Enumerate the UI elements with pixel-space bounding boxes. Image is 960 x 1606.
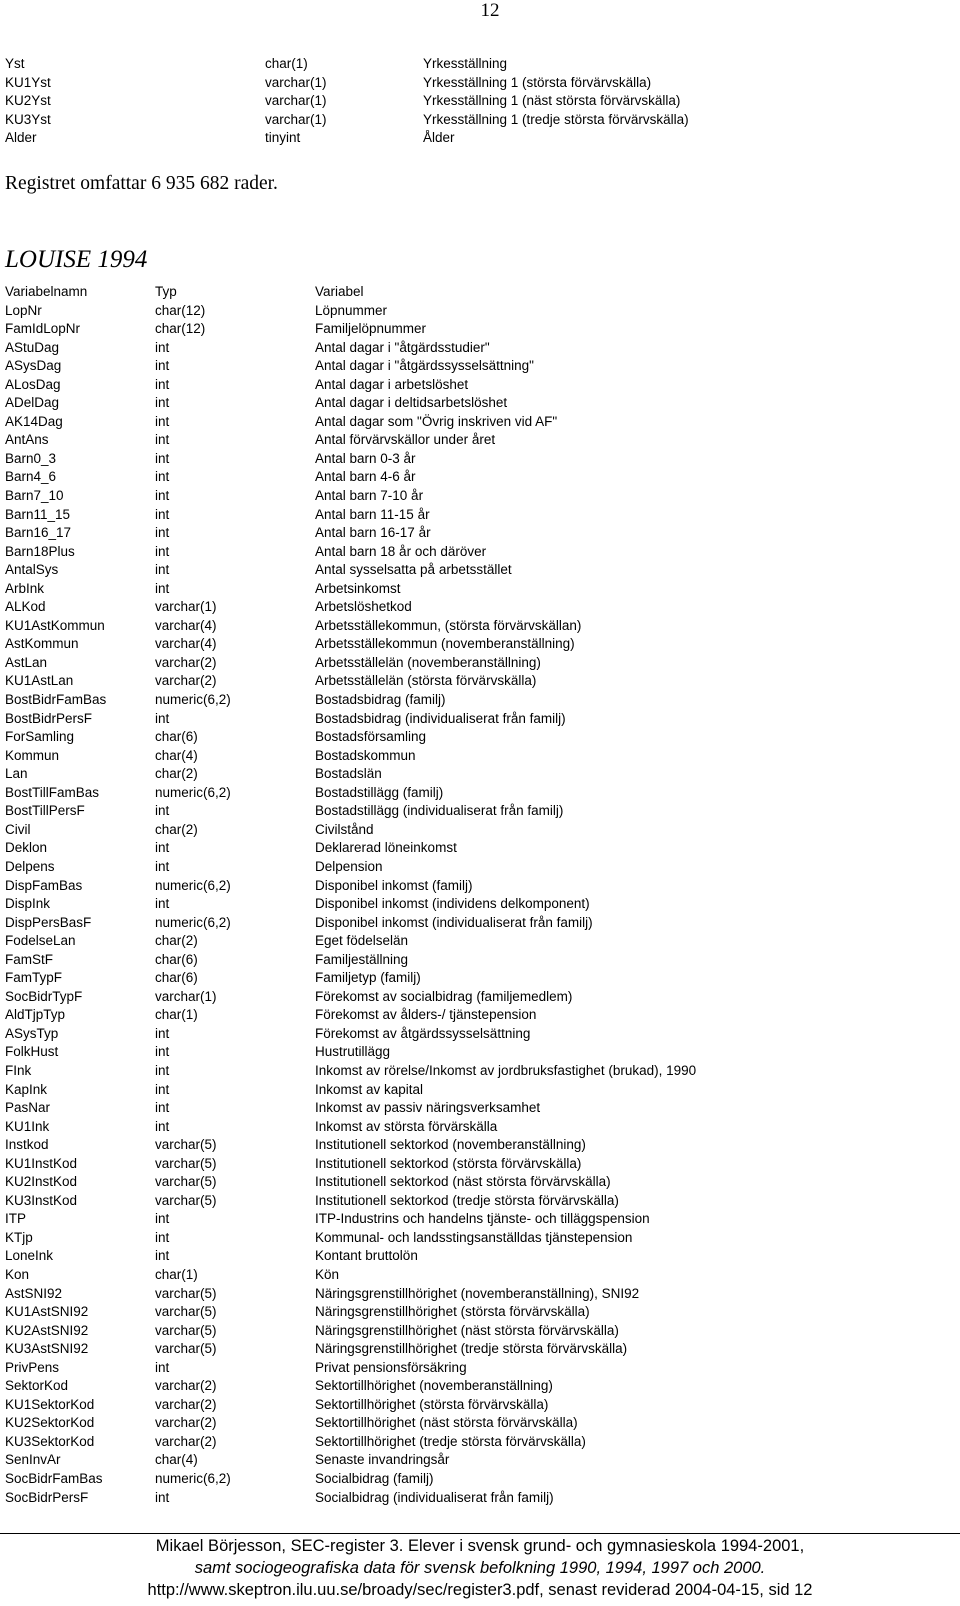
cell-variable-name: Kommun bbox=[5, 747, 60, 763]
cell-type: char(4) bbox=[155, 747, 198, 763]
cell-description: Antal barn 0-3 år bbox=[315, 450, 416, 466]
cell-variable-name: Barn7_10 bbox=[5, 488, 64, 504]
cell-variable-name: PrivPens bbox=[5, 1359, 60, 1375]
cell-description: Arbetslöshetkod bbox=[315, 599, 412, 615]
cell-description: Institutionell sektorkod (tredje största förvärvskälla) bbox=[315, 1192, 619, 1208]
cell-description: Socialbidrag (individualiserat från familj) bbox=[315, 1489, 554, 1505]
cell-description: Bostadstillägg (familj) bbox=[315, 784, 444, 800]
cell-description: Yrkesställning 1 (näst största förvärvskälla) bbox=[423, 93, 681, 109]
cell-variable-name: SenInvAr bbox=[5, 1452, 61, 1468]
cell-type: int bbox=[155, 543, 170, 559]
cell-description: Sektortillhörighet (näst största förvärvskälla) bbox=[315, 1415, 578, 1431]
cell-variable-name: ALosDag bbox=[5, 376, 61, 392]
cell-variable-name: KU1Ink bbox=[5, 1118, 50, 1134]
cell-type: char(1) bbox=[155, 1266, 198, 1282]
cell-variable-name: KU1Yst bbox=[5, 74, 51, 90]
cell-type: int bbox=[155, 339, 170, 355]
cell-type: int bbox=[155, 710, 170, 726]
cell-type: char(6) bbox=[155, 729, 198, 745]
cell-type: int bbox=[155, 1229, 170, 1245]
cell-type: varchar(2) bbox=[155, 1415, 217, 1431]
cell-description: Sektortillhörighet (största förvärvskälla) bbox=[315, 1396, 549, 1412]
cell-type: int bbox=[155, 488, 170, 504]
cell-description: Familjeställning bbox=[315, 951, 409, 967]
cell-variable-name: FamTypF bbox=[5, 970, 63, 986]
cell-variable-name: ForSamling bbox=[5, 729, 75, 745]
cell-variable-name: AldTjpTyp bbox=[5, 1007, 66, 1023]
cell-variable-name: KU2InstKod bbox=[5, 1174, 78, 1190]
cell-description: Antal dagar i "åtgärdssysselsättning" bbox=[315, 358, 534, 374]
cell-description: Delpension bbox=[315, 858, 383, 874]
cell-description: Arbetsställelän (största förvärvskälla) bbox=[315, 673, 537, 689]
cell-variable-name: SocBidrTypF bbox=[5, 988, 83, 1004]
cell-type: varchar(5) bbox=[155, 1137, 217, 1153]
cell-type: int bbox=[155, 376, 170, 392]
cell-type: int bbox=[155, 1118, 170, 1134]
cell-type: int bbox=[155, 1025, 170, 1041]
page-footer bbox=[0, 1535, 960, 1601]
cell-type: varchar(2) bbox=[155, 654, 217, 670]
cell-variable-name: Barn11_15 bbox=[5, 506, 71, 522]
cell-variable-name: BostBidrPersF bbox=[5, 710, 93, 726]
cell-variable-name: AStuDag bbox=[5, 339, 60, 355]
cell-description: Eget födelselän bbox=[315, 933, 409, 949]
cell-variable-name: AK14Dag bbox=[5, 413, 63, 429]
cell-description: Arbetsställelän (novemberanställning) bbox=[315, 654, 541, 670]
cell-description: Näringsgrenstillhörighet (största förvärvskälla) bbox=[315, 1304, 590, 1320]
cell-type: int bbox=[155, 1081, 170, 1097]
cell-type: numeric(6,2) bbox=[155, 914, 231, 930]
cell-type: char(12) bbox=[155, 302, 206, 318]
cell-description: Disponibel inkomst (individens delkomponent) bbox=[315, 896, 590, 912]
cell-variable-name: KU2AstSNI92 bbox=[5, 1322, 89, 1338]
footer-subtitle-line: samt sociogeografiska data för svensk befolkning 1990, 1994, 1997 och 2000. bbox=[194, 1559, 766, 1577]
cell-description: Inkomst av kapital bbox=[315, 1081, 424, 1097]
cell-type: varchar(2) bbox=[155, 673, 217, 689]
cell-variable-name: KU1InstKod bbox=[5, 1155, 78, 1171]
cell-variable-name: KU2Yst bbox=[5, 93, 51, 109]
cell-description: Senaste invandringsår bbox=[315, 1452, 450, 1468]
cell-variable-name: FamStF bbox=[5, 951, 54, 967]
cell-description: Familjelöpnummer bbox=[315, 321, 427, 337]
cell-description: Privat pensionsförsäkring bbox=[315, 1359, 467, 1375]
header-variable-name: Variabelnamn bbox=[5, 284, 88, 299]
cell-description: Förekomst av åtgärdssysselsättning bbox=[315, 1025, 531, 1041]
cell-type: varchar(5) bbox=[155, 1341, 217, 1357]
cell-description: Antal barn 16-17 år bbox=[315, 525, 431, 541]
cell-type: numeric(6,2) bbox=[155, 877, 231, 893]
cell-description: Yrkesställning 1 (tredje största förvärvskälla) bbox=[423, 111, 689, 127]
cell-description: Antal dagar i arbetslöshet bbox=[315, 376, 469, 392]
cell-type: char(6) bbox=[155, 951, 198, 967]
cell-variable-name: LoneInk bbox=[5, 1248, 54, 1264]
cell-variable-name: KU1AstLan bbox=[5, 673, 74, 689]
cell-description: Sektortillhörighet (tredje största förvärvskälla) bbox=[315, 1433, 586, 1449]
cell-description: Institutionell sektorkod (största förvärvskälla) bbox=[315, 1155, 582, 1171]
cell-type: char(4) bbox=[155, 1452, 198, 1468]
cell-variable-name: AntalSys bbox=[5, 562, 59, 578]
cell-description: Antal barn 4-6 år bbox=[315, 469, 416, 485]
cell-variable-name: PasNar bbox=[5, 1100, 51, 1116]
footer-url-link[interactable]: http://www.skeptron.ilu.uu.se/broady/sec/register3.pdf, senast reviderad 2004-04-15, sid 12 bbox=[147, 1581, 813, 1599]
cell-description: Arbetsinkomst bbox=[315, 580, 401, 596]
cell-variable-name: FodelseLan bbox=[5, 933, 76, 949]
cell-description: Inkomst av rörelse/Inkomst av jordbruksfastighet (brukad), 1990 bbox=[315, 1062, 697, 1078]
cell-variable-name: Deklon bbox=[5, 840, 48, 856]
page-number: 12 bbox=[480, 0, 500, 21]
cell-description: Antal dagar som "Övrig inskriven vid AF" bbox=[315, 413, 558, 429]
cell-type: varchar(5) bbox=[155, 1155, 217, 1171]
cell-variable-name: KU3InstKod bbox=[5, 1192, 78, 1208]
cell-variable-name: Civil bbox=[5, 821, 31, 837]
cell-description: Antal barn 18 år och däröver bbox=[315, 543, 487, 559]
cell-variable-name: SocBidrFamBas bbox=[5, 1471, 103, 1486]
cell-variable-name: Lan bbox=[5, 766, 28, 782]
cell-type: varchar(2) bbox=[155, 1433, 217, 1449]
cell-description: Bostadsbidrag (familj) bbox=[315, 692, 446, 708]
cell-description: Antal barn 7-10 år bbox=[315, 488, 424, 504]
cell-variable-name: KU1AstSNI92 bbox=[5, 1304, 89, 1320]
cell-description: Förekomst av ålders-/ tjänstepension bbox=[315, 1007, 537, 1023]
cell-type: int bbox=[155, 803, 170, 819]
cell-type: varchar(2) bbox=[155, 1396, 217, 1412]
cell-description: Inkomst av passiv näringsverksamhet bbox=[315, 1100, 541, 1116]
cell-type: int bbox=[155, 858, 170, 874]
cell-variable-name: Barn0_3 bbox=[5, 450, 57, 466]
cell-type: varchar(5) bbox=[155, 1304, 217, 1320]
cell-variable-name: BostTillFamBas bbox=[5, 784, 100, 800]
cell-type: int bbox=[155, 395, 170, 411]
cell-type: varchar(5) bbox=[155, 1285, 217, 1301]
cell-type: int bbox=[155, 1100, 170, 1116]
cell-variable-name: SocBidrPersF bbox=[5, 1489, 89, 1505]
cell-type: int bbox=[155, 1044, 170, 1060]
cell-type: int bbox=[155, 1211, 170, 1227]
cell-type: varchar(5) bbox=[155, 1322, 217, 1338]
cell-description: Inkomst av största förvärskälla bbox=[315, 1118, 498, 1134]
cell-type: int bbox=[155, 506, 170, 522]
cell-description: Socialbidrag (familj) bbox=[315, 1471, 434, 1486]
cell-description: Disponibel inkomst (familj) bbox=[315, 877, 473, 893]
cell-variable-name: AstSNI92 bbox=[5, 1285, 63, 1301]
cell-description: Antal förvärvskällor under året bbox=[315, 432, 496, 448]
cell-description: Arbetsställekommun (novemberanställning) bbox=[315, 636, 575, 652]
cell-description: Arbetsställekommun, (största förvärvskällan) bbox=[315, 617, 582, 633]
cell-type: int bbox=[155, 469, 170, 485]
cell-variable-name: Barn16_17 bbox=[5, 525, 72, 541]
cell-type: tinyint bbox=[265, 130, 301, 146]
cell-type: int bbox=[155, 1248, 170, 1264]
cell-variable-name: Delpens bbox=[5, 858, 55, 874]
cell-description: Bostadstillägg (individualiserat från familj) bbox=[315, 803, 564, 819]
cell-description: Kön bbox=[315, 1266, 340, 1282]
cell-description: ITP-Industrins och handelns tjänste- och tilläggspension bbox=[315, 1211, 650, 1227]
cell-type: varchar(1) bbox=[265, 111, 327, 127]
cell-variable-name: ITP bbox=[5, 1211, 27, 1227]
cell-type: varchar(1) bbox=[265, 74, 327, 90]
cell-description: Yrkesställning 1 (största förvärvskälla) bbox=[423, 74, 652, 90]
cell-description: Näringsgrenstillhörighet (tredje största förvärvskälla) bbox=[315, 1341, 628, 1357]
cell-type: int bbox=[155, 432, 170, 448]
cell-variable-name: Yst bbox=[5, 56, 25, 71]
cell-variable-name: KTjp bbox=[5, 1229, 33, 1245]
cell-description: Bostadsförsamling bbox=[315, 729, 427, 745]
cell-type: char(2) bbox=[155, 933, 198, 949]
cell-description: Löpnummer bbox=[315, 302, 388, 318]
cell-variable-name: DispInk bbox=[5, 896, 51, 912]
cell-type: numeric(6,2) bbox=[155, 784, 231, 800]
footer-citation-line: Mikael Börjesson, SEC-register 3. Elever i svensk grund- och gymnasieskola 1994-2001, bbox=[155, 1537, 805, 1555]
cell-type: int bbox=[155, 413, 170, 429]
cell-variable-name: KU3Yst bbox=[5, 111, 51, 127]
cell-type: varchar(1) bbox=[155, 599, 217, 615]
cell-variable-name: Barn18Plus bbox=[5, 543, 75, 559]
cell-type: varchar(4) bbox=[155, 617, 217, 633]
cell-variable-name: Kon bbox=[5, 1266, 30, 1282]
section-title: LOUISE 1994 bbox=[5, 246, 148, 273]
cell-description: Sektortillhörighet (novemberanställning) bbox=[315, 1378, 553, 1394]
cell-type: int bbox=[155, 896, 170, 912]
cell-description: Förekomst av socialbidrag (familjemedlem) bbox=[315, 988, 573, 1004]
cell-description: Familjetyp (familj) bbox=[315, 970, 421, 986]
cell-description: Bostadsbidrag (individualiserat från familj) bbox=[315, 710, 566, 726]
cell-variable-name: BostBidrFamBas bbox=[5, 692, 107, 708]
cell-description: Näringsgrenstillhörighet (näst största förvärvskälla) bbox=[315, 1322, 619, 1338]
cell-type: int bbox=[155, 525, 170, 541]
cell-variable-name: KU1AstKommun bbox=[5, 617, 105, 633]
cell-variable-name: DispFamBas bbox=[5, 877, 83, 893]
cell-description: Deklarerad löneinkomst bbox=[315, 840, 457, 856]
cell-description: Ålder bbox=[423, 130, 455, 146]
cell-description: Kommunal- och landsstingsanställdas tjänstepension bbox=[315, 1229, 633, 1245]
cell-description: Bostadslän bbox=[315, 766, 382, 782]
header-type: Typ bbox=[155, 284, 177, 299]
cell-type: char(2) bbox=[155, 766, 198, 782]
cell-variable-name: LopNr bbox=[5, 302, 42, 318]
cell-variable-name: KU2SektorKod bbox=[5, 1415, 95, 1431]
cell-type: int bbox=[155, 840, 170, 856]
cell-description: Näringsgrenstillhörighet (novemberanställning), SNI92 bbox=[315, 1285, 640, 1301]
cell-type: varchar(5) bbox=[155, 1174, 217, 1190]
cell-type: char(1) bbox=[155, 1007, 198, 1023]
cell-variable-name: AntAns bbox=[5, 432, 49, 448]
cell-variable-name: KU3SektorKod bbox=[5, 1433, 95, 1449]
cell-variable-name: DispPersBasF bbox=[5, 914, 92, 930]
cell-type: int bbox=[155, 450, 170, 466]
cell-type: int bbox=[155, 580, 170, 596]
cell-description: Bostadskommun bbox=[315, 747, 416, 763]
cell-type: int bbox=[155, 1062, 170, 1078]
cell-variable-name: ASysDag bbox=[5, 358, 62, 374]
cell-type: int bbox=[155, 358, 170, 374]
cell-variable-name: KapInk bbox=[5, 1081, 48, 1097]
header-variable: Variabel bbox=[315, 284, 364, 299]
cell-variable-name: Alder bbox=[5, 130, 37, 146]
cell-type: numeric(6,2) bbox=[155, 692, 231, 708]
cell-type: varchar(5) bbox=[155, 1192, 217, 1208]
cell-variable-name: SektorKod bbox=[5, 1378, 69, 1394]
cell-variable-name: BostTillPersF bbox=[5, 803, 85, 819]
cell-type: int bbox=[155, 1359, 170, 1375]
record-count-text: Registret omfattar 6 935 682 rader. bbox=[5, 173, 278, 194]
cell-variable-name: AstKommun bbox=[5, 636, 79, 652]
cell-variable-name: Barn4_6 bbox=[5, 469, 57, 485]
cell-description: Hustrutillägg bbox=[315, 1044, 391, 1060]
cell-variable-name: AstLan bbox=[5, 654, 48, 670]
cell-variable-name: ASysTyp bbox=[5, 1025, 59, 1041]
cell-description: Kontant bruttolön bbox=[315, 1248, 418, 1264]
cell-type: int bbox=[155, 562, 170, 578]
cell-variable-name: KU1SektorKod bbox=[5, 1396, 95, 1412]
cell-variable-name: ADelDag bbox=[5, 395, 60, 411]
cell-type: varchar(2) bbox=[155, 1378, 217, 1394]
cell-description: Antal dagar i "åtgärdsstudier" bbox=[315, 339, 490, 355]
cell-description: Antal barn 11-15 år bbox=[315, 506, 430, 522]
cell-variable-name: KU3AstSNI92 bbox=[5, 1341, 89, 1357]
footer-divider bbox=[0, 1533, 960, 1534]
cell-description: Institutionell sektorkod (novemberanställning) bbox=[315, 1137, 586, 1153]
cell-type: char(2) bbox=[155, 821, 198, 837]
cell-type: varchar(4) bbox=[155, 636, 217, 652]
cell-type: varchar(1) bbox=[155, 988, 217, 1004]
cell-description: Yrkesställning bbox=[423, 56, 508, 71]
cell-description: Antal dagar i deltidsarbetslöshet bbox=[315, 395, 508, 411]
cell-description: Institutionell sektorkod (näst största förvärvskälla) bbox=[315, 1174, 611, 1190]
cell-type: char(12) bbox=[155, 321, 206, 337]
cell-type: char(1) bbox=[265, 56, 308, 71]
cell-variable-name: Instkod bbox=[5, 1137, 49, 1153]
cell-type: numeric(6,2) bbox=[155, 1471, 231, 1486]
cell-type: varchar(1) bbox=[265, 93, 327, 109]
cell-variable-name: FamIdLopNr bbox=[5, 321, 81, 337]
cell-variable-name: FolkHust bbox=[5, 1044, 59, 1060]
cell-description: Civilstånd bbox=[315, 821, 374, 837]
cell-variable-name: FInk bbox=[5, 1062, 32, 1078]
cell-description: Antal sysselsatta på arbetsstället bbox=[315, 562, 512, 578]
cell-description: Disponibel inkomst (individualiserat från familj) bbox=[315, 914, 593, 930]
cell-type: char(6) bbox=[155, 970, 198, 986]
cell-type: int bbox=[155, 1489, 170, 1505]
cell-variable-name: ArbInk bbox=[5, 580, 45, 596]
cell-variable-name: ALKod bbox=[5, 599, 46, 615]
